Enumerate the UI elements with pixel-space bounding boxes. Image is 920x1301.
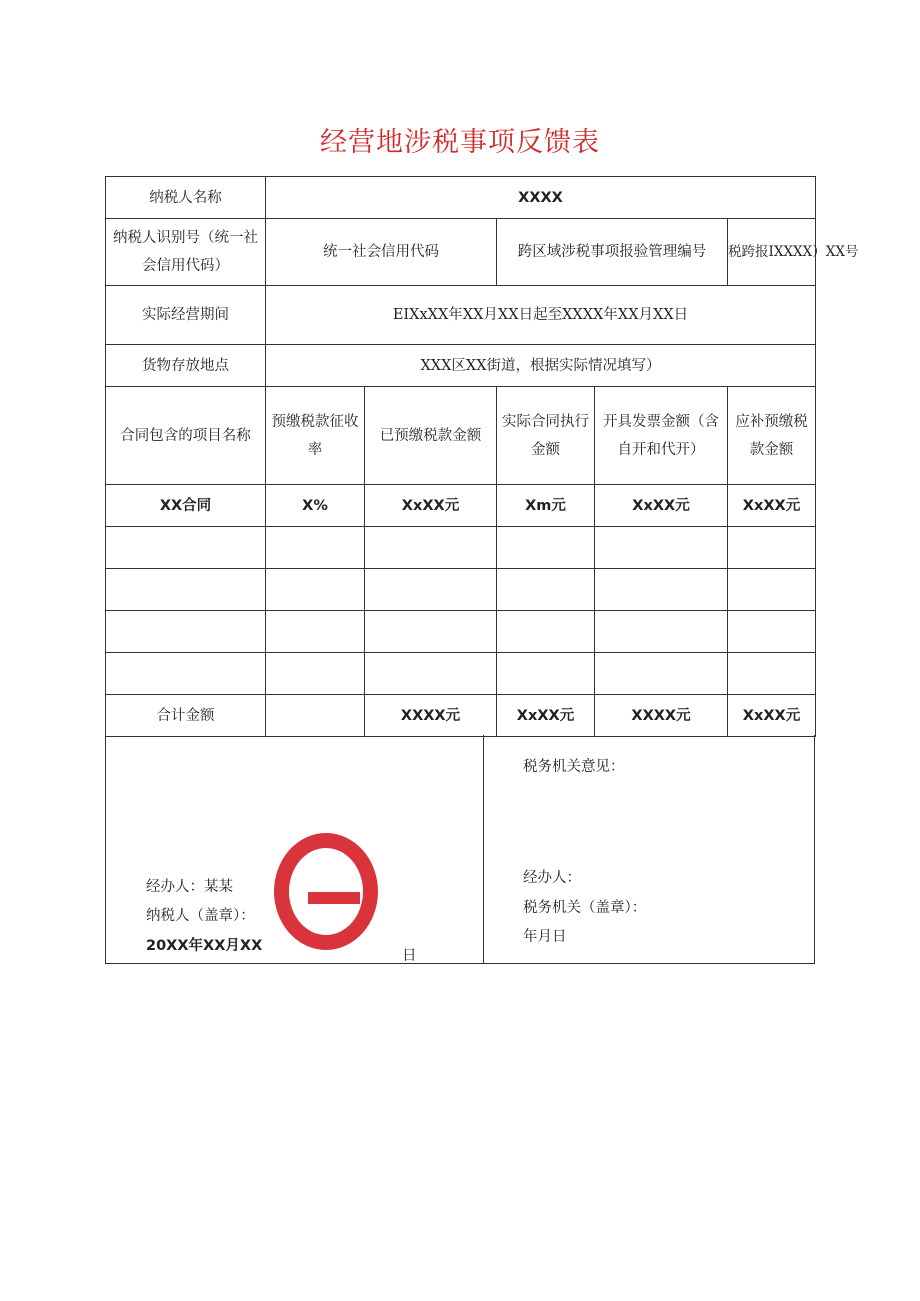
signoff-divider (483, 735, 484, 963)
empty-row (106, 611, 816, 653)
period-value: EIXxXX年XX月XX日起至XXXX年XX月XX日 (266, 286, 816, 345)
taxpayer-name-row (106, 177, 816, 219)
storage-row (106, 345, 816, 387)
report-number-value: 税跨报IXXXX）XX号 (728, 219, 816, 286)
header-project-name: 合同包含的项目名称 (106, 387, 266, 485)
authority-date: 年月日 (523, 929, 567, 945)
header-supplement: 应补预缴税款金额 (728, 387, 816, 485)
taxpayer-date-day: 日 (402, 948, 417, 964)
storage-label: 货物存放地点 (106, 345, 266, 387)
taxpayer-date: 20XX年XX月XX (146, 938, 263, 954)
taxpayer-id-row (106, 219, 816, 286)
empty-row (106, 569, 816, 611)
cell-project-name: XX合同 (106, 485, 266, 527)
total-label: 合计金额 (106, 695, 266, 737)
total-contract-amount: XxXX元 (497, 695, 595, 737)
total-row (106, 695, 816, 737)
cell-invoice-amount: XxXX元 (595, 485, 728, 527)
cell-rate: X% (266, 485, 365, 527)
authority-seal-label: 税务机关（盖章）： (523, 900, 647, 916)
total-rate (266, 695, 365, 737)
seal-stamp-bar (308, 892, 360, 904)
total-supplement: XxXX元 (728, 695, 816, 737)
taxpayer-id-value: 统一社会信用代码 (266, 219, 497, 286)
period-label: 实际经营期间 (106, 286, 266, 345)
cell-supplement: XxXX元 (728, 485, 816, 527)
empty-row (106, 653, 816, 695)
storage-value: XXX区XX街道，根据实际情况填写） (266, 345, 816, 387)
empty-row (106, 527, 816, 569)
page-title: 经营地涉税事项反馈表 (320, 127, 600, 158)
header-prepaid: 已预缴税款金额 (365, 387, 497, 485)
signoff-section (105, 735, 815, 964)
header-invoice-amount: 开具发票金额（含自开和代开） (595, 387, 728, 485)
taxpayer-name-label: 纳税人名称 (106, 177, 266, 219)
taxpayer-name-value: XXXX (266, 177, 816, 219)
table-row (106, 485, 816, 527)
feedback-form-table (105, 176, 859, 737)
authority-opinion-label: 税务机关意见： (523, 759, 625, 775)
cell-prepaid: XxXX元 (365, 485, 497, 527)
taxpayer-id-label: 纳税人识别号（统一社会信用代码） (106, 219, 266, 286)
report-number-label: 跨区域涉税事项报验管理编号 (497, 219, 728, 286)
header-rate: 预缴税款征收率 (266, 387, 365, 485)
taxpayer-handler: 经办人：某某 (146, 879, 233, 895)
total-invoice-amount: XXXX元 (595, 695, 728, 737)
authority-handler: 经办人： (523, 870, 581, 886)
period-row (106, 286, 816, 345)
table-header-row (106, 387, 816, 485)
header-contract-amount: 实际合同执行金额 (497, 387, 595, 485)
cell-contract-amount: Xm元 (497, 485, 595, 527)
taxpayer-seal-label: 纳税人（盖章）： (146, 908, 255, 924)
total-prepaid: XXXX元 (365, 695, 497, 737)
